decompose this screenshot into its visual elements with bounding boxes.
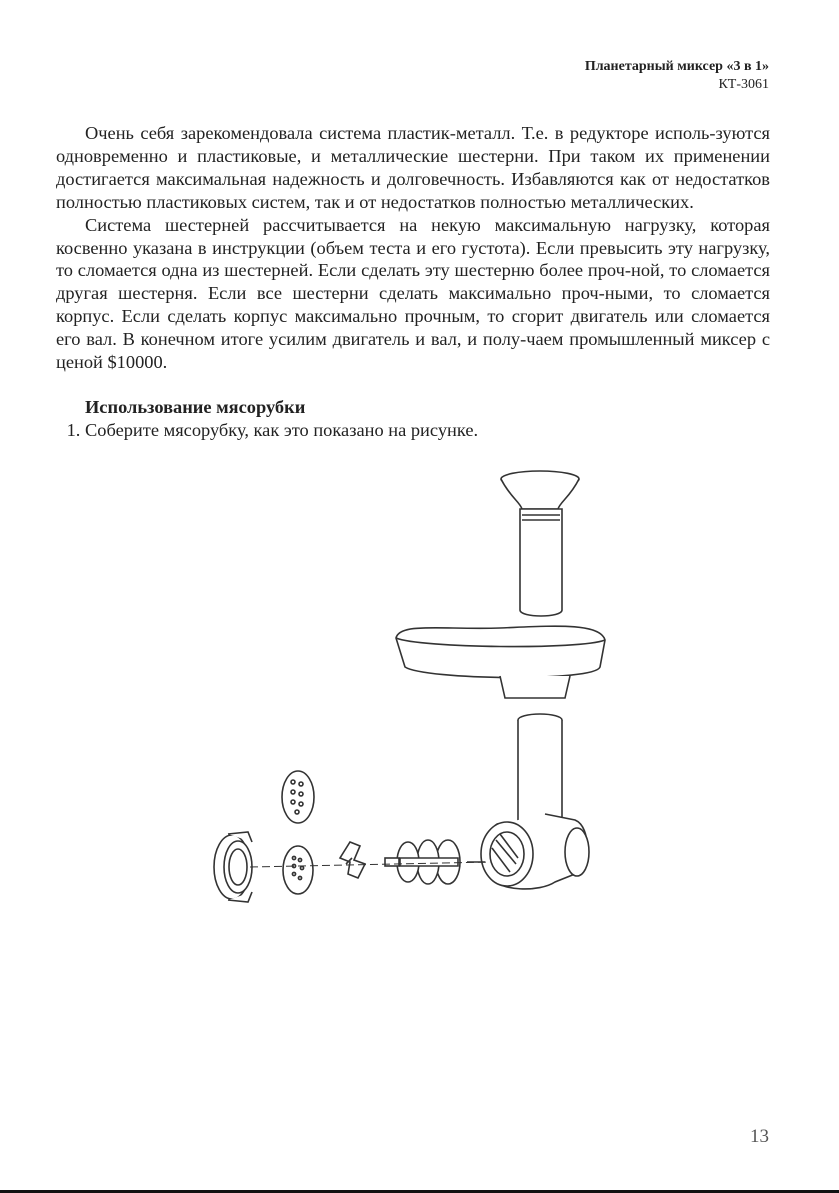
header-model: КТ-3061 [718, 77, 769, 92]
body-paragraph: Система шестерней рассчитывается на некую максимальную нагрузку, которая косвенно указана в инструкции (объем теста и его густота). Если превысить эту нагрузку, то сломается одна из шестерней. Если сделать эту шестерню более проч-ной, то сломается другая шестерня. Если все шестерни сделать максимально проч-ными, то сломается корпус. Если сделать корпус максимально прочным, то сгорит двигатель или сломается его вал. В конечном итоге усилим двигатель и вал, и полу-чаем промышленный миксер с ценой $10000. [56, 214, 770, 373]
page-number: 13 [750, 1126, 769, 1147]
meat-grinder-exploded-diagram [200, 462, 626, 924]
steps-list [56, 419, 770, 442]
header-product-title: Планетарный миксер «3 в 1» [584, 59, 769, 74]
section-title: Использование мясорубки [85, 396, 306, 417]
body-paragraph: Очень себя зарекомендовала система пластик-металл. Т.е. в редукторе исполь-зуются одновременно и пластиковые, и металлические шестерни. При таком их применении достигается максимальная надежность и долговечность. Избавляются как от недостатков полностью пластиковых систем, так и от недостатков полностью металлических. [56, 123, 770, 212]
meat-grinder-assembly-figure [200, 462, 626, 924]
step-item: 1. Соберите мясорубку, как это показано на рисунке. [85, 419, 770, 442]
grinding-plate-bottom [283, 846, 313, 894]
grinding-plate-top [282, 771, 314, 823]
page-header [585, 58, 769, 94]
page-content [56, 122, 770, 442]
